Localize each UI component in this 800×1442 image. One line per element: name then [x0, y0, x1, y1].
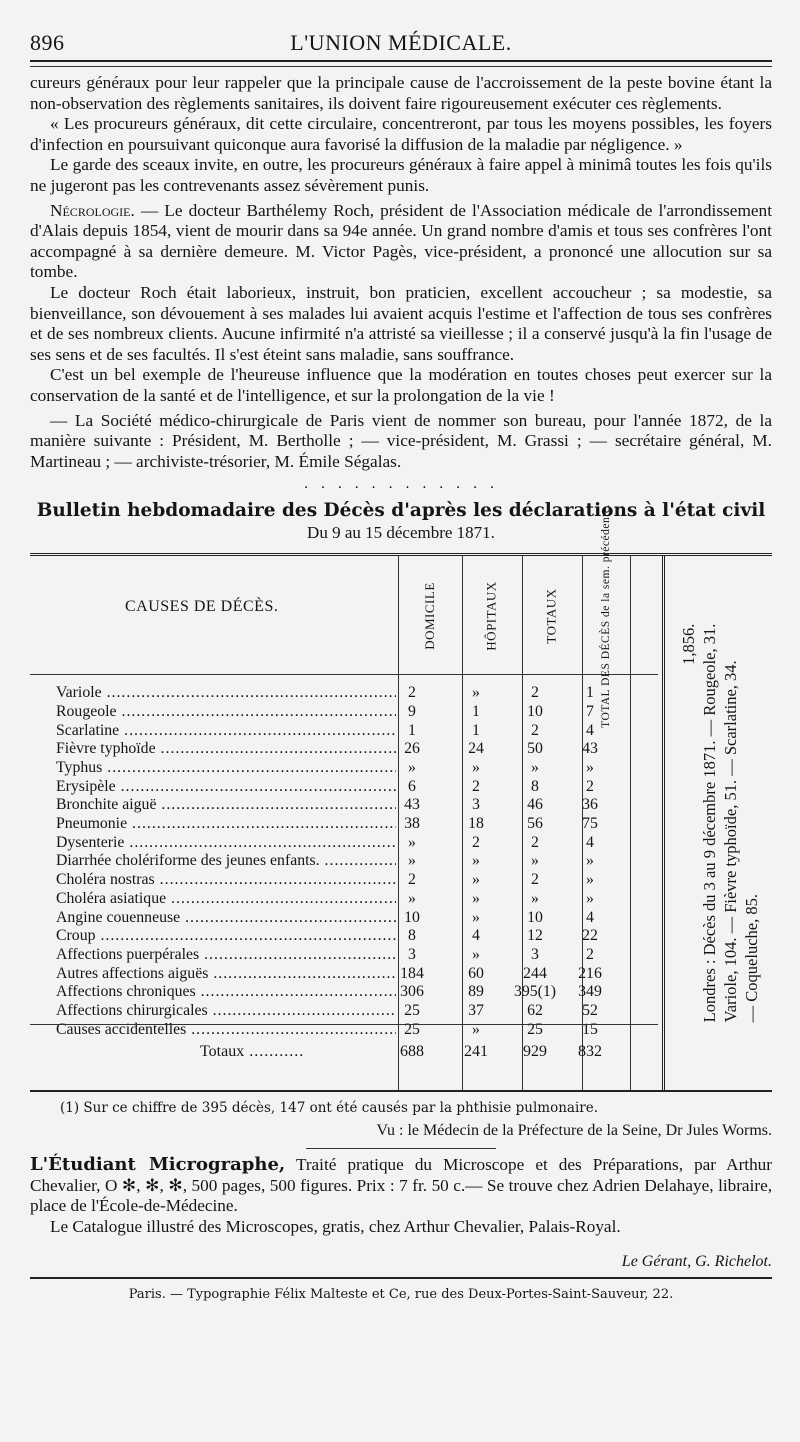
cause-cell: Choléra asiatique .....	[56, 890, 396, 909]
totaux-cell: 50	[527, 740, 543, 758]
header-rule	[30, 66, 772, 67]
totaux-cell: »	[531, 889, 539, 907]
hopitaux-cell: »	[472, 852, 480, 870]
totaux-cell: 244	[523, 964, 547, 982]
printer-imprint: Paris. — Typographie Félix Malteste et Ce, rue des Deux-Portes-Saint-Sauveur, 22.	[128, 1287, 674, 1303]
totals-row	[30, 1024, 658, 1091]
advertisement	[30, 1155, 772, 1237]
previous-week-cell: »	[586, 889, 594, 907]
sidebar-total: 1,856.	[679, 623, 698, 666]
hopitaux-cell: 4	[472, 927, 480, 945]
bulletin-title: Bulletin hebdomadaire des Décès d'après les déclarations à l'état civil	[36, 500, 766, 522]
paragraph-1: cureurs généraux pour leur rappeler que la principale cause de l'accroissement de la peste bovine étant la non-observation des règlements sanitaires, ils doivent faire rigoureusement exécuter ces règlements.	[30, 73, 772, 113]
table-row	[30, 965, 658, 984]
totaux-cell: 2	[531, 871, 539, 889]
totaux-cell: 2	[531, 833, 539, 851]
ad-text: Traité pratique du Microscope et des Préparations, par Arthur Chevalier, O ✻, ✻, ✻, 500 pages, 500 figures. Prix : 7 fr. 50 c.— Se trouve chez Adrien Delahaye, libraire, place de l'École-de-Médecine.	[30, 1155, 772, 1216]
header-domicile: DOMICILE	[422, 582, 438, 651]
hopitaux-cell: 1	[472, 721, 480, 739]
cause-cell: Croup .....	[56, 927, 396, 946]
cause-cell: Dysenterie .....	[56, 834, 396, 853]
domicile-cell: 2	[408, 871, 416, 889]
paragraph-2: « Les procureurs généraux, dit cette circulaire, concentreront, par tous les moyens possibles, les foyers d'infection en poursuivant quiconque aura favorisé la diffusion de la maladie par négligence. »	[30, 114, 772, 154]
totaux-cell: 25	[527, 1020, 543, 1038]
table-row	[30, 927, 658, 946]
cause-cell: Choléra nostras .....	[56, 871, 396, 890]
page-header	[30, 30, 772, 62]
totaux-cell: »	[531, 852, 539, 870]
header-total-previous: TOTAL DES DÉCÈS de la sem. précédente.	[600, 504, 612, 729]
previous-week-cell: 22	[582, 927, 598, 945]
totals-previous: 832	[578, 1043, 602, 1061]
previous-week-cell: 75	[582, 815, 598, 833]
necrologie-text: — Le docteur Barthélemy Roch, président de l'Association médicale de l'arrondissement d'Alais depuis 1854, vient de mourir dans sa 94e année. Un grand nombre d'amis et tous ses confrères l'ont accompagné à sa dernière demeure. M. Victor Pagès, vice-président, a prononcé une allocution sur sa tombe.	[30, 200, 772, 282]
separator-dots: . . . . . . . . . . . .	[303, 476, 499, 493]
totaux-cell: »	[531, 759, 539, 777]
journal-title: L'UNION MÉDICALE.	[290, 30, 512, 55]
hopitaux-cell: »	[472, 684, 480, 702]
totaux-cell: 3	[531, 945, 539, 963]
domicile-cell: 306	[400, 983, 424, 1001]
table-row	[30, 852, 658, 871]
hopitaux-cell: »	[472, 945, 480, 963]
totaux-cell: 10	[527, 908, 543, 926]
page-number: 896	[30, 30, 65, 55]
domicile-cell: 6	[408, 777, 416, 795]
domicile-cell: »	[408, 852, 416, 870]
totaux-cell: 56	[527, 815, 543, 833]
london-line-1: Londres : Décès du 3 au 9 décembre 1871. — Rougeole, 31.	[700, 623, 719, 1023]
gerant-signature: Le Gérant, G. Richelot.	[621, 1253, 772, 1271]
hopitaux-cell: 2	[472, 833, 480, 851]
ad-catalogue: Le Catalogue illustré des Microscopes, gratis, chez Arthur Chevalier, Palais-Royal.	[50, 1216, 621, 1236]
cause-cell: Diarrhée cholériforme des jeunes enfants. .....	[56, 852, 396, 871]
newspaper-page	[30, 30, 772, 1302]
cause-cell: Scarlatine .....	[56, 722, 396, 741]
domicile-cell: »	[408, 889, 416, 907]
previous-week-cell: 349	[578, 983, 602, 1001]
domicile-cell: 2	[408, 684, 416, 702]
table-rows	[30, 684, 658, 1039]
london-line-3: — Coqueluche, 85.	[742, 894, 761, 1023]
table-row	[30, 722, 658, 741]
cause-cell: Bronchite aiguë .....	[56, 796, 396, 815]
hopitaux-cell: 1	[472, 702, 480, 720]
table-row	[30, 684, 658, 703]
london-note	[678, 624, 762, 1023]
domicile-cell: 25	[404, 1020, 420, 1038]
totaux-cell: 62	[527, 1001, 543, 1019]
hopitaux-cell: 3	[472, 796, 480, 814]
previous-week-cell: »	[586, 852, 594, 870]
domicile-cell: 25	[404, 1001, 420, 1019]
ad-rule	[306, 1148, 496, 1149]
totals-hopitaux: 241	[464, 1043, 488, 1061]
cause-cell: Fièvre typhoïde .....	[56, 740, 396, 759]
cause-cell: Affections chirurgicales .....	[56, 1002, 396, 1021]
hopitaux-cell: »	[472, 908, 480, 926]
previous-week-cell: 43	[582, 740, 598, 758]
hopitaux-cell: 89	[468, 983, 484, 1001]
previous-week-cell: »	[586, 759, 594, 777]
ad-title: L'Étudiant Micrographe,	[30, 1154, 286, 1176]
domicile-cell: 10	[404, 908, 420, 926]
cause-cell: Autres affections aiguës .....	[56, 965, 396, 984]
hopitaux-cell: 2	[472, 777, 480, 795]
hopitaux-cell: »	[472, 889, 480, 907]
hopitaux-cell: 24	[468, 740, 484, 758]
previous-week-cell: »	[586, 871, 594, 889]
paragraph-3: Le garde des sceaux invite, en outre, les procureurs généraux à faire appel à minimâ toutes les fois qu'ils ne jugeront pas les contrevenants assez sévèrement punis.	[30, 155, 772, 195]
table-row	[30, 871, 658, 890]
domicile-cell: 26	[404, 740, 420, 758]
cause-cell: Causes accidentelles .....	[56, 1021, 396, 1040]
totaux-cell: 12	[527, 927, 543, 945]
header-hopitaux: HÔPITAUX	[484, 581, 499, 651]
table-row	[30, 909, 658, 928]
hopitaux-cell: »	[472, 871, 480, 889]
domicile-cell: 3	[408, 945, 416, 963]
societe-paragraph: — La Société médico-chirurgicale de Paris vient de nommer son bureau, pour l'année 1872, de la manière suivante : Président, M. Bertholle ; — vice-président, M. Grassi ; — secrétaire général, M. Martineau ; — archiviste-trésorier, M. Émile Ségalas.	[30, 410, 772, 471]
previous-week-cell: 1	[586, 684, 594, 702]
table-row	[30, 740, 658, 759]
previous-week-cell: 52	[582, 1001, 598, 1019]
bulletin-subtitle: Du 9 au 15 décembre 1871.	[307, 523, 495, 543]
necrologie-paragraph	[30, 201, 772, 283]
header-totaux: TOTAUX	[544, 588, 560, 644]
cause-cell: Angine couenneuse .....	[56, 909, 396, 928]
hopitaux-cell: »	[472, 759, 480, 777]
hopitaux-cell: 60	[468, 964, 484, 982]
necrologie-paragraph-3: C'est un bel exemple de l'heureuse influence que la modération en toutes choses peut exercer sur la conservation de la santé et de l'intelligence, et sur la prolongation de la vie !	[30, 365, 772, 405]
table-row	[30, 759, 658, 778]
london-line-2: Variole, 104. — Fièvre typhoïde, 51. — Scarlatine, 34.	[721, 660, 740, 1023]
domicile-cell: »	[408, 833, 416, 851]
totaux-cell: 46	[527, 796, 543, 814]
totaux-cell: 395(1)	[513, 983, 557, 1001]
article-body	[30, 73, 772, 472]
domicile-cell: 184	[400, 964, 424, 982]
previous-week-cell: 2	[586, 945, 594, 963]
totals-totaux: 929	[523, 1043, 547, 1061]
previous-week-cell: 15	[582, 1020, 598, 1038]
domicile-cell: 8	[408, 927, 416, 945]
table-row	[30, 834, 658, 853]
table-row	[30, 815, 658, 834]
hopitaux-cell: »	[472, 1020, 480, 1038]
cause-cell: Rougeole .....	[56, 703, 396, 722]
previous-week-cell: 36	[582, 796, 598, 814]
london-sidebar	[662, 556, 775, 1090]
hopitaux-cell: 37	[468, 1001, 484, 1019]
totals-label: Totaux .....	[200, 1043, 304, 1061]
necrologie-label: Nécrologie.	[50, 200, 135, 220]
previous-week-cell: 4	[586, 908, 594, 926]
table-row	[30, 796, 658, 815]
table-row	[30, 983, 658, 1002]
domicile-cell: 1	[408, 721, 416, 739]
necrologie-paragraph-2: Le docteur Roch était laborieux, instruit, bon praticien, excellent accoucheur ; sa modestie, sa bienveillance, son dévouement à ses malades lui avaient acquis l'estime et l'affection de tous ses confrères et de ses nombreux clients. Aucune infirmité n'a attristé sa vieillesse ; il a conservé jusqu'à la fin l'usage de ses sens et de ses facultés. Il s'est éteint sans maladie, sans souffrance.	[30, 282, 772, 364]
totaux-cell: 10	[527, 702, 543, 720]
table-footnote: (1) Sur ce chiffre de 395 décès, 147 ont été causés par la phthisie pulmonaire.	[60, 1100, 599, 1117]
table-row	[30, 890, 658, 909]
table-row	[30, 703, 658, 722]
totals-domicile: 688	[400, 1043, 424, 1061]
cause-cell: Erysipèle .....	[56, 778, 396, 797]
previous-week-cell: 216	[578, 964, 602, 982]
domicile-cell: »	[408, 759, 416, 777]
cause-cell: Typhus .....	[56, 759, 396, 778]
header-causes: CAUSES DE DÉCÈS.	[125, 598, 279, 616]
domicile-cell: 38	[404, 815, 420, 833]
domicile-cell: 9	[408, 702, 416, 720]
cause-cell: Variole .....	[56, 684, 396, 703]
totaux-cell: 8	[531, 777, 539, 795]
previous-week-cell: 4	[586, 833, 594, 851]
totaux-cell: 2	[531, 721, 539, 739]
cause-cell: Pneumonie .....	[56, 815, 396, 834]
table-row	[30, 946, 658, 965]
cause-cell: Affections puerpérales .....	[56, 946, 396, 965]
table-row	[30, 778, 658, 797]
hopitaux-cell: 18	[468, 815, 484, 833]
cause-cell: Affections chroniques .....	[56, 983, 396, 1002]
previous-week-cell: 7	[586, 702, 594, 720]
domicile-cell: 43	[404, 796, 420, 814]
totaux-cell: 2	[531, 684, 539, 702]
previous-week-cell: 4	[586, 721, 594, 739]
footer-rule	[30, 1277, 772, 1279]
table-row	[30, 1002, 658, 1021]
previous-week-cell: 2	[586, 777, 594, 795]
prefecture-signature: Vu : le Médecin de la Préfecture de la Seine, Dr Jules Worms.	[376, 1122, 772, 1140]
